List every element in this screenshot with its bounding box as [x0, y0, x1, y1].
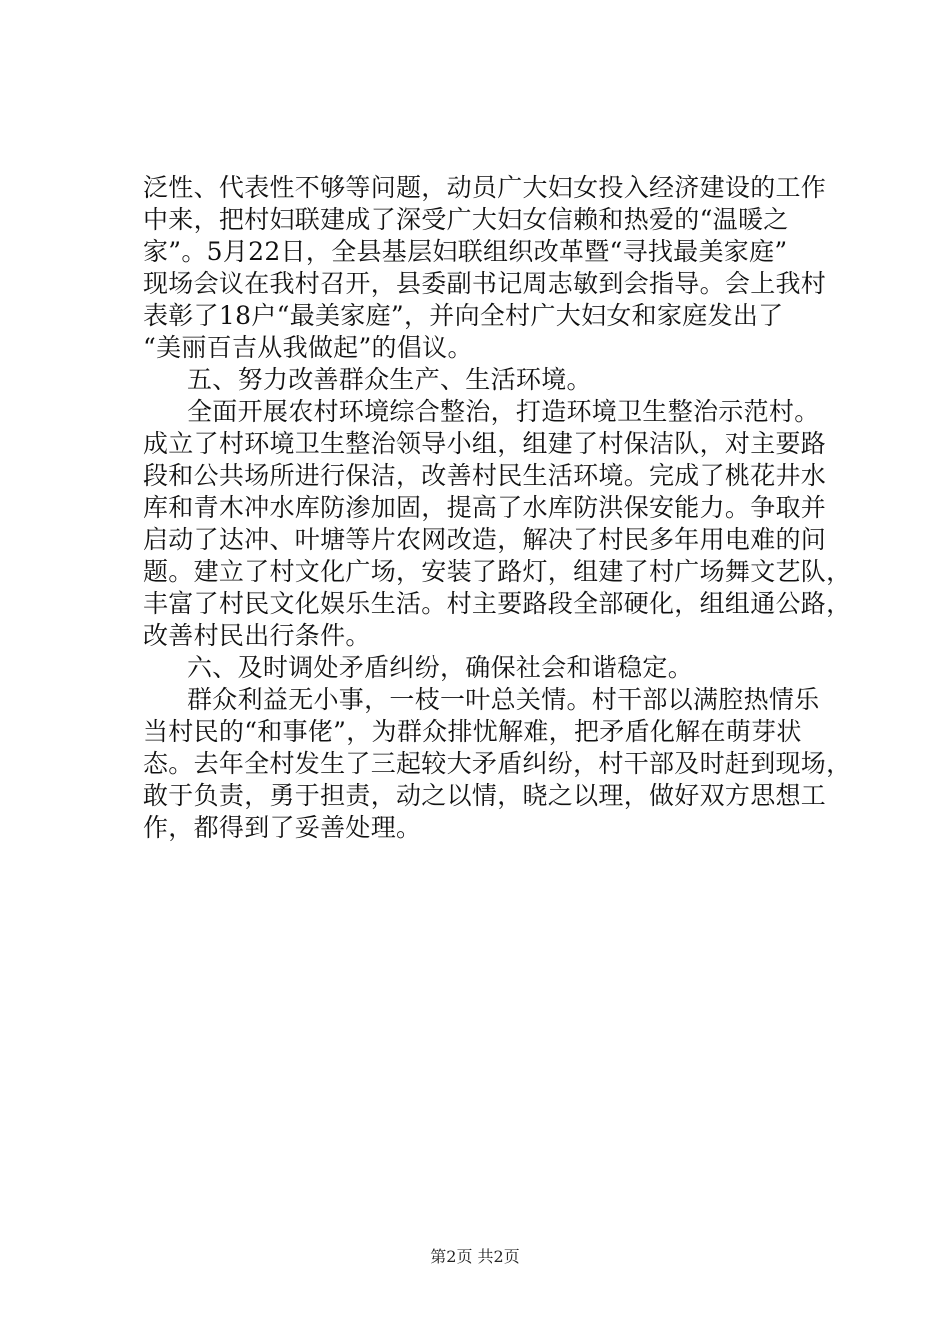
text-line: 群众利益无小事，一枝一叶总关情。村干部以满腔热情乐 [187, 685, 820, 714]
text-line: 丰富了村民文化娱乐生活。村主要路段全部硬化，组组通公路， [143, 589, 852, 618]
section-heading: 六、及时调处矛盾纠纷，确保社会和谐稳定。 [187, 653, 694, 682]
text-line: 成立了村环境卫生整治领导小组，组建了村保洁队，对主要路 [143, 429, 827, 458]
text-line: 泛性、代表性不够等问题，动员广大妇女投入经济建设的工作 [143, 173, 827, 202]
text-line: “美丽百吉从我做起”的倡议。 [143, 333, 473, 362]
page-footer: 第2页 共2页 [430, 1247, 520, 1266]
section-heading: 五、努力改善群众生产、生活环境。 [187, 365, 592, 394]
text-line: 题。建立了村文化广场，安装了路灯，组建了村广场舞文艺队， [143, 557, 852, 586]
text-line: 家”。5月22日，全县基层妇联组织改革暨“寻找最美家庭” [143, 237, 788, 266]
text-line: 态。去年全村发生了三起较大矛盾纠纷，村干部及时赶到现场， [143, 749, 852, 778]
text-line: 现场会议在我村召开，县委副书记周志敏到会指导。会上我村 [143, 269, 827, 298]
text-line: 当村民的“和事佬”，为群众排忧解难，把矛盾化解在萌芽状 [143, 717, 802, 746]
text-line: 表彰了18户“最美家庭”，并向全村广大妇女和家庭发出了 [143, 301, 784, 330]
text-line: 中来，把村妇联建成了深受广大妇女信赖和热爱的“温暖之 [143, 205, 789, 234]
text-line: 启动了达冲、叶塘等片农网改造，解决了村民多年用电难的问 [143, 525, 827, 554]
text-line: 敢于负责，勇于担责，动之以情，晓之以理，做好双方思想工 [143, 781, 827, 810]
text-line: 改善村民出行条件。 [143, 621, 371, 650]
text-line: 全面开展农村环境综合整治，打造环境卫生整治示范村。 [187, 397, 820, 426]
body-text [143, 172, 852, 844]
text-line: 作，都得到了妥善处理。 [143, 813, 422, 842]
text-line: 段和公共场所进行保洁，改善村民生活环境。完成了桃花井水 [143, 461, 827, 490]
text-line: 库和青木冲水库防渗加固，提高了水库防洪保安能力。争取并 [143, 493, 827, 522]
